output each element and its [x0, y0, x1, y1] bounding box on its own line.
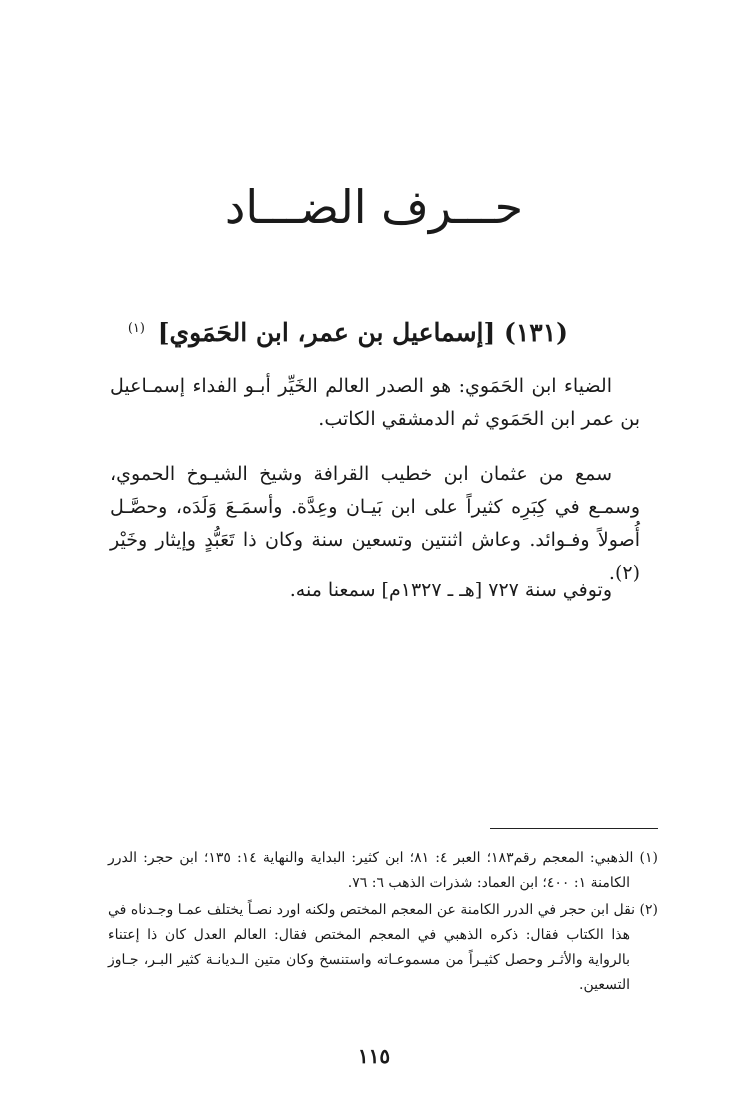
entry-paragraph-3-text: وتوفي سنة ٧٢٧ [هـ ـ ١٣٢٧م] سمعنا منه.	[289, 579, 612, 601]
entry-paragraph-1	[110, 370, 640, 436]
footnote-separator	[490, 828, 658, 829]
page-number: ١١٥	[357, 1044, 391, 1068]
footnote-2: (٢) نقل ابن حجر في الدرر الكامنة عن المعجم المختص ولكنه اورد نصـاً يختلف عمـا وجـدناه في هذا الكتاب فقال: ذكره الذهبي في المعجم المختص فقال: العالم العدل كان ذا إعتناء بالرواية والأثـر وحصل كثيـراً من مسموعـاته واستنسخ وكان متين الـديانـة كثير البـر، جـاوز التسعين.	[108, 902, 658, 993]
heading-footnote-marker[interactable]: (١)	[127, 320, 145, 336]
entry-heading-text: (١٣١) [إسماعيل بن عمر، ابن الحَمَوي]	[157, 318, 568, 347]
entry-paragraph-1-text: الضياء ابن الحَمَوي: هو الصدر العالم الخَيِّر أبـو الفداء إسمـاعيل بن عمر ابن الحَمَوي ثم الدمشقي الكاتب.	[110, 375, 640, 430]
entry-paragraph-2-text: سمع من عثمان ابن خطيب القرافة وشيخ الشيـوخ الحموي، وسمـع في كِبَرِه كثيراً على ابن بَيـان وعِدَّة. وأسمَـعَ وَلَدَه، وحصَّـل أُصولاً وفـوائد. وعاش اثنتين وتسعين سنة وكان ذا تَعَبُّدٍ وإيثار وخَيْر (٢).	[110, 463, 640, 584]
chapter-title: حـــرف الضـــاد	[224, 180, 524, 234]
entry-paragraph-3	[110, 574, 640, 607]
entry-heading	[127, 318, 568, 347]
footnotes-section	[108, 846, 658, 1000]
footnote-1: (١) الذهبي: المعجم رقم١٨٣؛ العبر ٤: ٨١؛ ابن كثير: البداية والنهاية ١٤: ١٣٥؛ ابن حجر: الدرر الكامنة ١: ٤٠٠؛ ابن العماد: شذرات الذهب ٦: ٧٦.	[108, 850, 659, 891]
entry-paragraph-2	[110, 458, 640, 590]
